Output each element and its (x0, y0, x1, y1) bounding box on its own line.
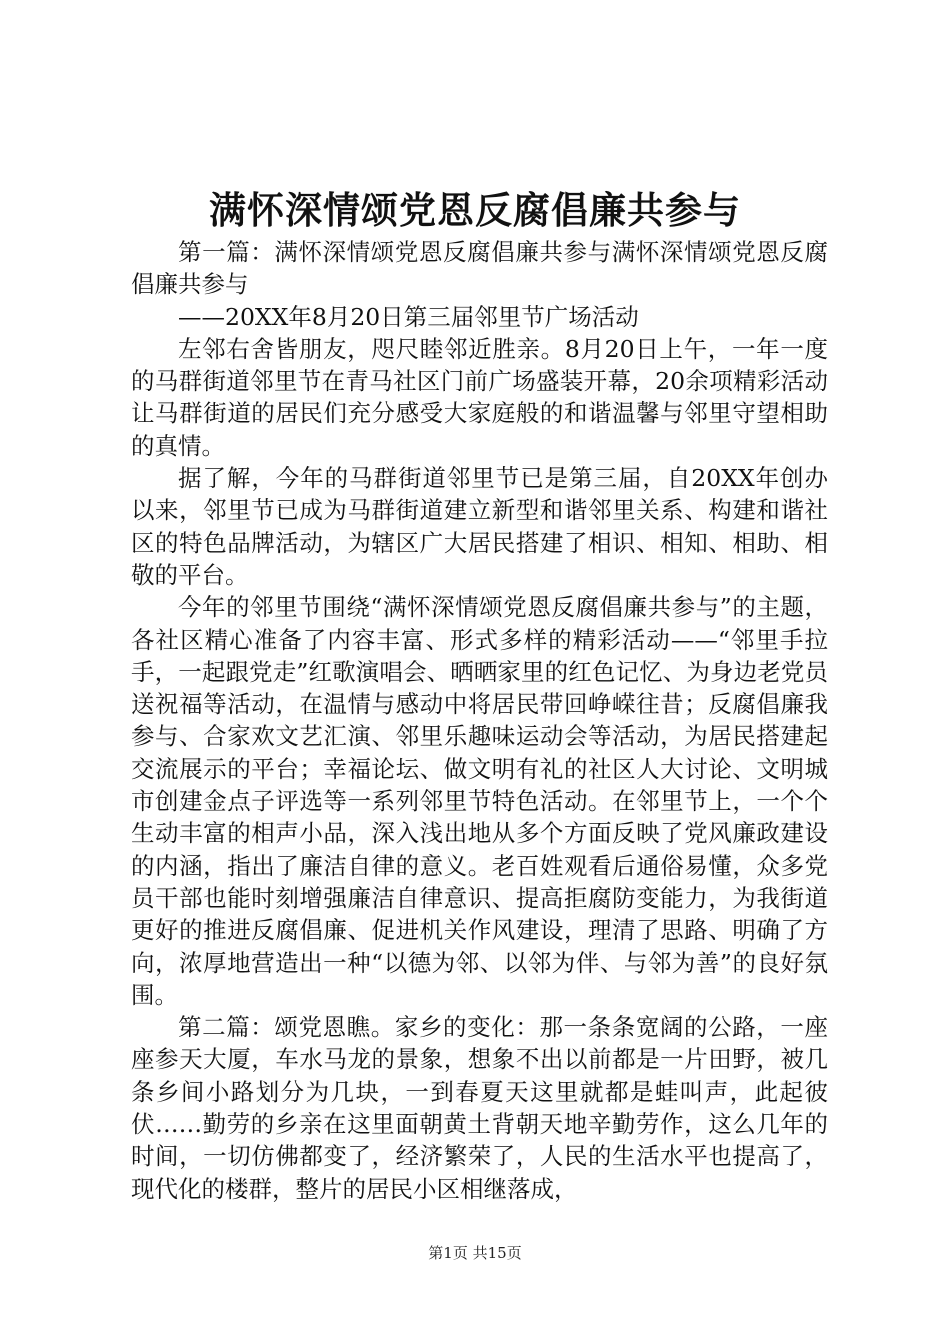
paragraph-2-subtitle: ——20XX年8月20日第三届邻里节广场活动 (178, 302, 639, 331)
paragraph-4: 据了解，今年的马群街道邻里节已是第三届，自20XX年创办以来，邻里节已成为马群街道建立新型和谐邻里关系、构建和谐社区的特色品牌活动，为辖区广大居民搭建了相识、相知、相助、相敬的平台。 (131, 464, 828, 589)
document-title: 满怀深情颂党恩反腐倡廉共参与 (209, 188, 741, 232)
page-footer: 第1页 共15页 (428, 1244, 522, 1262)
document-body (131, 236, 828, 1205)
paragraph-1: 第一篇：满怀深情颂党恩反腐倡廉共参与满怀深情颂党恩反腐倡廉共参与 (131, 238, 828, 299)
paragraph-3: 左邻右舍皆朋友，咫尺睦邻近胜亲。8月20日上午，一年一度的马群街道邻里节在青马社区门前广场盛装开幕，20余项精彩活动让马群街道的居民们充分感受大家庭般的和谐温馨与邻里守望相助的真情。 (131, 334, 828, 460)
paragraph-6: 第二篇：颂党恩瞧。家乡的变化：那一条条宽阔的公路，一座座参天大厦，车水马龙的景象，想象不出以前都是一片田野，被几条乡间小路划分为几块，一到春夏天这里就都是蛙叫声，此起彼伏……勤劳的乡亲在这里面朝黄土背朝天地辛勤劳作，这么几年的时间，一切仿佛都变了，经济繁荣了，人民的生活水平也提高了，现代化的楼群，整片的居民小区相继落成， (131, 1013, 828, 1203)
paragraph-5: 今年的邻里节围绕“满怀深情颂党恩反腐倡廉共参与”的主题，各社区精心准备了内容丰富、形式多样的精彩活动——“邻里手拉手，一起跟党走”红歌演唱会、晒晒家里的红色记忆、为身边老党员送祝福等活动，在温情与感动中将居民带回峥嵘往昔；反腐倡廉我参与、合家欢文艺汇演、邻里乐趣味运动会等活动，为居民搭建起交流展示的平台；幸福论坛、做文明有礼的社区人大讨论、文明城市创建金点子评选等一系列邻里节特色活动。在邻里节上，一个个生动丰富的相声小品，深入浅出地从多个方面反映了党风廉政建设的内涵，指出了廉洁自律的意义。老百姓观看后通俗易懂，众多党员干部也能时刻增强廉洁自律意识、提高拒腐防变能力，为我街道更好的推进反腐倡廉、促进机关作风建设，理清了思路、明确了方向，浓厚地营造出一种“以德为邻、以邻为伴、与邻为善”的良好氛围。 (131, 593, 828, 1009)
